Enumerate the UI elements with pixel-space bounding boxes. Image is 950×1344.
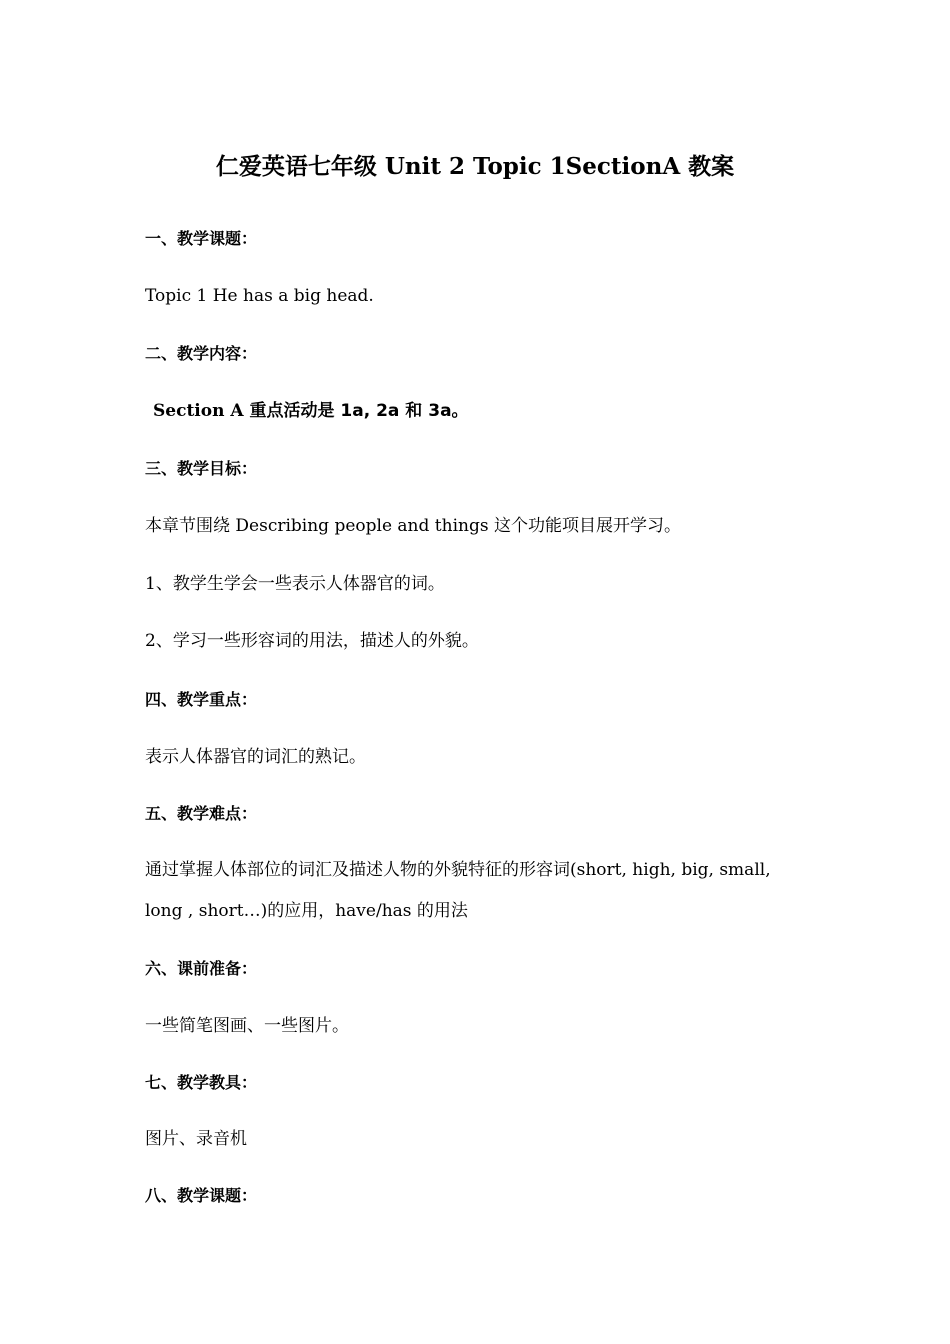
section-heading-3: 三、教学目标： bbox=[145, 459, 258, 478]
section-heading-5: 五、教学难点： bbox=[145, 804, 258, 823]
section-heading-8: 八、教学课题： bbox=[145, 1186, 258, 1205]
section-text-3-line-3: 2、学习一些形容词的用法，描述人的外貌。 bbox=[145, 631, 479, 651]
section-heading-2: 二、教学内容： bbox=[145, 344, 258, 363]
section-heading-4: 四、教学重点： bbox=[145, 690, 258, 709]
section-text-7: 图片、录音机 bbox=[145, 1129, 247, 1149]
section-text-2-part1: Section A 重点活动是 bbox=[153, 401, 341, 421]
section-text-2-part5: 。 bbox=[451, 401, 469, 421]
section-text-2-part3: 和 bbox=[399, 401, 429, 421]
section-text-4: 表示人体器官的词汇的熟记。 bbox=[145, 747, 366, 767]
section-text-5-line-1: 通过掌握人体部位的词汇及描述人物的外貌特征的形容词(short, high, big, small, bbox=[145, 860, 771, 880]
section-text-2-activity-b: 3a bbox=[428, 401, 452, 421]
section-heading-6: 六、课前准备： bbox=[145, 959, 258, 978]
section-text-3-line-2: 1、教学生学会一些表示人体器官的词。 bbox=[145, 574, 445, 594]
document-title: 仁爱英语七年级 Unit 2 Topic 1SectionA 教案 bbox=[215, 153, 735, 180]
section-text-5-line-2: long , short…)的应用，have/has 的用法 bbox=[145, 901, 468, 921]
section-text-3-line-1: 本章节围绕 Describing people and things 这个功能项目展开学习。 bbox=[145, 516, 681, 536]
section-text-2-activities-a: 1a, 2a bbox=[340, 401, 400, 421]
section-text-1: Topic 1 He has a big head. bbox=[145, 286, 374, 306]
section-text-2 bbox=[153, 399, 833, 423]
section-heading-1: 一、教学课题： bbox=[145, 229, 258, 248]
section-heading-7: 七、教学教具： bbox=[145, 1073, 258, 1092]
section-text-6: 一些简笔图画、一些图片。 bbox=[145, 1016, 349, 1036]
